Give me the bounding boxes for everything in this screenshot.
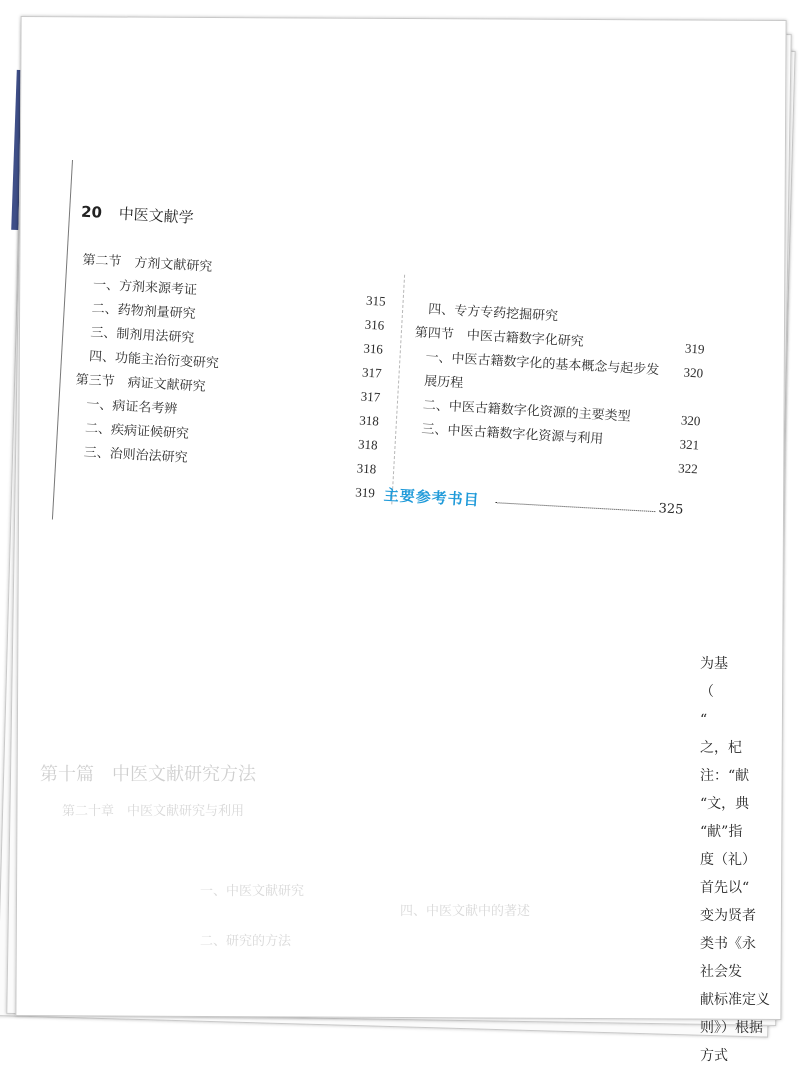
underlying-text-line: 则》）根据 [700, 1020, 763, 1036]
underlying-text-line: 为基 [700, 656, 728, 672]
book-title: 中医文献学 [118, 204, 195, 227]
toc-entry-page: 321 [679, 436, 700, 453]
show-through-text: 第二十章 中医文献研究与利用 [62, 804, 245, 819]
toc-entry-label: 四、功能主治衍变研究 [88, 349, 220, 372]
toc-entry-page: 315 [365, 292, 387, 309]
page-number: 20 [80, 202, 103, 222]
toc-column-left [70, 249, 388, 506]
show-through-text: 第十篇 中医文献研究方法 [40, 764, 256, 785]
underlying-page-fragment [700, 650, 770, 1064]
toc-entry-page: 318 [356, 460, 377, 477]
toc-entry-label: 二、中医古籍数字化资源的主要类型 [422, 397, 631, 425]
toc-entry-label: 一、病证名考辨 [85, 397, 178, 418]
underlying-text-line: 类书《永 [700, 936, 756, 952]
toc-entry-page: 322 [677, 460, 699, 477]
toc-entry-label: 第三节 病证文献研究 [75, 372, 206, 395]
toc-page-content [50, 160, 771, 598]
underlying-text-line: “献”指 [700, 824, 743, 840]
underlying-text-line: “ [700, 712, 708, 728]
underlying-text-line: 方式 [700, 1048, 728, 1064]
toc-entry-page: 318 [357, 436, 378, 453]
show-through-text: 四、中医文献中的著述 [400, 904, 531, 919]
toc-entry-page: 318 [359, 412, 380, 429]
underlying-text-line: “文，典 [700, 796, 750, 812]
show-through-text: 二、研究的方法 [200, 934, 292, 949]
toc-entry-page: 319 [354, 484, 376, 501]
toc-entry-label: 四、专方专药挖掘研究 [427, 302, 559, 325]
toc-entry-label: 一、中医古籍数字化的基本概念与起步发展历程 [423, 350, 660, 392]
references-page: 325 [658, 501, 684, 518]
toc-entry-page: 320 [680, 412, 701, 429]
column-separator [391, 275, 405, 505]
toc-entry-page: 316 [364, 316, 385, 333]
page-header [81, 201, 195, 228]
underlying-text-line: 变为贤者 [700, 908, 756, 924]
toc-entry-label: 二、药物剂量研究 [91, 301, 196, 323]
toc-entry-page: 317 [360, 388, 381, 405]
toc-entry-page: 316 [363, 340, 384, 357]
underlying-text-line: 之，杞 [700, 740, 742, 756]
references-title: 主要参考书目 [383, 485, 481, 510]
underlying-text-line: 注：“献 [700, 768, 750, 784]
toc-entry-label: 第二节 方剂文献研究 [82, 252, 213, 275]
toc-entry-page: 317 [361, 364, 383, 381]
references-entry[interactable] [383, 484, 684, 529]
toc-column-right [407, 297, 706, 481]
toc-entry-label: 三、治则治法研究 [83, 445, 188, 466]
toc-entry-page: 320 [683, 364, 704, 381]
underlying-text-line: （ [700, 684, 714, 700]
toc-entry-label: 二、疾病证候研究 [84, 421, 190, 442]
show-through-text: 一、中医文献研究 [200, 884, 305, 899]
toc-entry-label: 三、中医古籍数字化资源与利用 [421, 421, 604, 448]
toc-entry-page: 319 [684, 340, 705, 357]
leader-dots [496, 502, 656, 512]
toc-entry-label: 一、方剂来源考证 [92, 277, 198, 299]
underlying-text-line: 首先以“ [700, 880, 750, 896]
toc-entry-label: 三、制剂用法研究 [89, 325, 195, 347]
toc-entry-label: 第四节 中医古籍数字化研究 [414, 325, 585, 350]
underlying-text-line: 献标准定义 [700, 992, 770, 1008]
underlying-text-line: 度（礼） [700, 852, 756, 868]
underlying-text-line: 社会发 [700, 964, 742, 980]
